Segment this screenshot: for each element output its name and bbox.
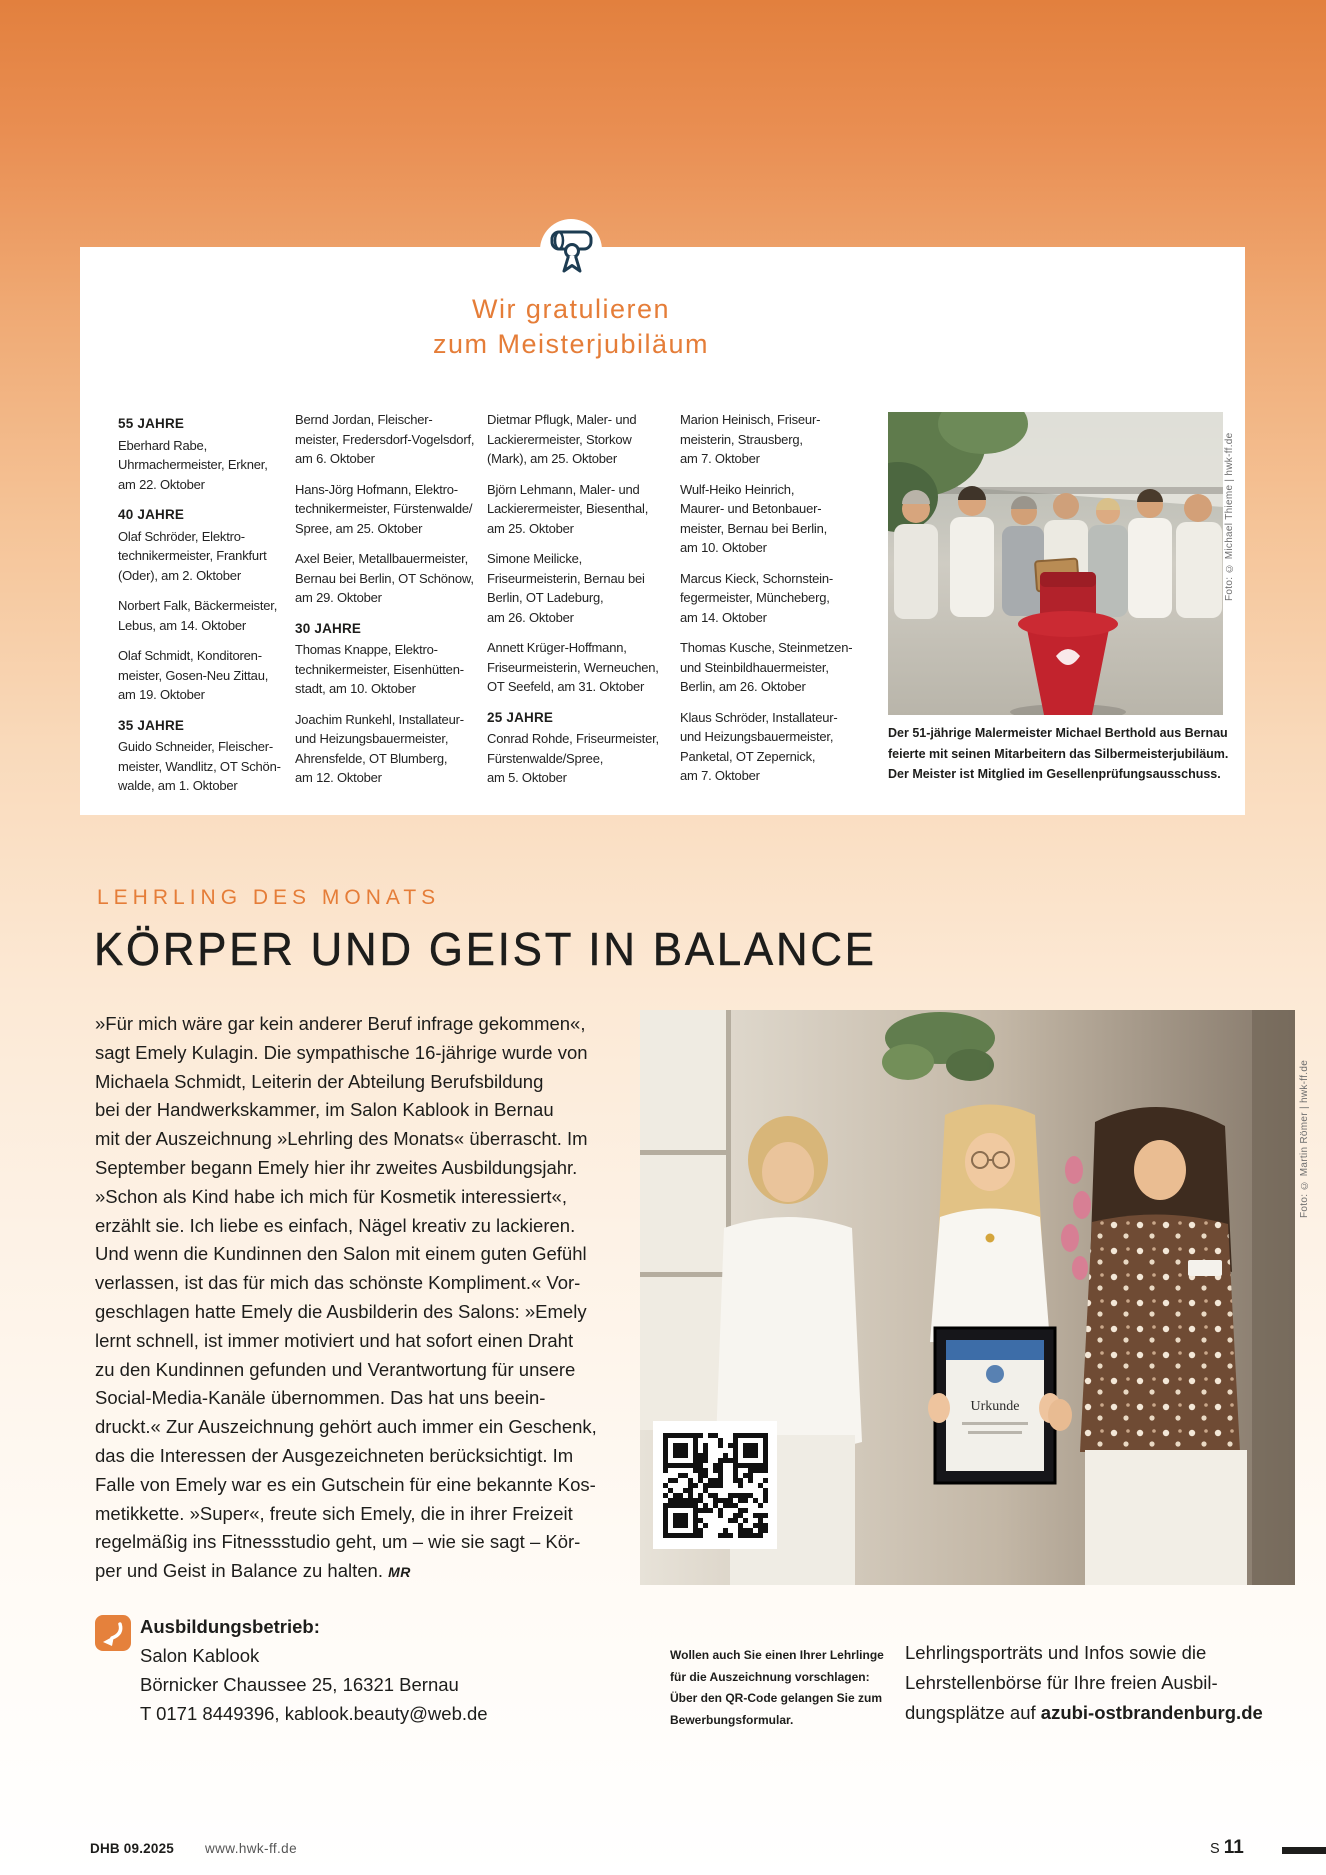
jubilee-photo-caption: Der 51-jährige Malermeister Michael Berthold aus Bernau feierte mit seinen Mitarbeitern das Silbermeisterjubiläum. Der Meister ist Mitglied im Gesellenprüfungsausschuss. <box>888 726 1229 781</box>
jubilee-column-1 <box>118 410 281 807</box>
jubilee-entry: Axel Beier, Metallbauermeister, Bernau bei Berlin, OT Schönow, am 29. Oktober <box>295 551 474 605</box>
lehrling-photo-credit: Foto: © Martin Römer | hwk-ff.de <box>1299 1059 1310 1219</box>
jubilee-entry: Olaf Schröder, Elektro- technikermeister, Frankfurt (Oder), am 2. Oktober <box>118 528 267 583</box>
article-kicker: LEHRLING DES MONATS <box>97 886 441 909</box>
certificate-label: Urkunde <box>970 1399 1020 1414</box>
jubilee-photo <box>888 412 1223 715</box>
jubilee-entry: Norbert Falk, Bäckermeister, Lebus, am 14. Oktober <box>118 598 278 633</box>
jubilee-entry: Guido Schneider, Fleischer- meister, Wandlitz, OT Schön- walde, am 1. Oktober <box>118 739 281 793</box>
jubilee-columns <box>118 410 888 810</box>
jubilee-entry: Annett Krüger-Hoffmann, Friseurmeisterin, Werneuchen, OT Seefeld, am 31. Oktober <box>487 640 659 694</box>
jubilee-entry: Marion Heinisch, Friseur- meisterin, Strausberg, am 7. Oktober <box>680 412 821 466</box>
article-body: »Für mich wäre gar kein anderer Beruf infrage gekommen«, sagt Emely Kulagin. Die sympathische 16-jährige wurde von Michaela Schmidt, Leiterin der Abteilung Berufsbildung bei der Handwerkskammer, im Salon Kablook in Bernau mit der Auszeichnung »Lehrling des Monats« überrascht. Im September begann Emely hier ihr zweites Ausbildungsjahr. »Schon als Kind habe ich mich für Kosmetik interessiert«, erzählt sie. Ich liebe es einfach, Nägel kreativ zu lackieren. Und wenn die Kundinnen den Salon mit einem guten Gefühl verlassen, ist das für mich das schönste Kompliment.« Vor- geschlagen hatte Emely die Ausbilderin des Salons: »Emely lernt schnell, ist immer motiviert und hat sofort einen Draht zu den Kundinnen gefunden und Verantwortung für unsere Social-Media-Kanäle übernommen. Das hat uns beein- druckt.« Zur Auszeichnung gehört auch immer ein Geschenk, das die Interessen der Ausgezeichneten berücksichtigt. Im Falle von Emely war es ein Gutschein für eine bekannte Kos- metikkette. »Super«, freute sich Emely, die in ihrer Freizeit regelmäßig ins Fitnessstudio geht, um – wie sie sagt – Kör- per und Geist in Balance zu halten. MR <box>95 1013 597 1582</box>
jubilee-title-line2: zum Meisterjubiläum <box>432 329 710 359</box>
qr-code[interactable] <box>653 1421 777 1549</box>
training-company-label: Ausbildungsbetrieb: <box>140 1616 320 1637</box>
jubilee-entry: Björn Lehmann, Maler- und Lackierermeister, Biesenthal, am 25. Oktober <box>487 481 649 536</box>
footer-url[interactable]: www.hwk-ff.de <box>205 1841 297 1856</box>
jubilee-entry: Wulf-Heiko Heinrich, Maurer- und Betonbauer- meister, Bernau bei Berlin, am 10. Oktober <box>680 481 828 555</box>
jubilee-entry: Olaf Schmidt, Konditoren- meister, Gosen-Neu Zittau, am 19. Oktober <box>118 648 269 702</box>
footer-issue: DHB 09.2025 <box>90 1841 174 1856</box>
jubilee-column-2 <box>295 410 474 799</box>
portal-text: Lehrlingsporträts und Infos sowie die Lehrstellenbörse für Ihre freien Ausbil- dungsplätze auf azubi-ostbrandenburg.de <box>905 1642 1263 1723</box>
qr-caption: Wollen auch Sie einen Ihrer Lehrlinge für die Auszeichnung vorschlagen: Über den QR-Code gelangen Sie zum Bewerbungsformular. <box>670 1648 884 1727</box>
jubilee-entry: Simone Meilicke, Friseurmeisterin, Bernau bei Berlin, OT Ladeburg, am 26. Oktober <box>487 551 645 625</box>
jubilee-years-heading: 25 JAHRE <box>487 709 554 725</box>
footer-page-number <box>1210 1837 1244 1859</box>
jubilee-entry: Eberhard Rabe, Uhrmachermeister, Erkner, am 22. Oktober <box>118 437 268 492</box>
jubilee-entry: Conrad Rohde, Friseurmeister, Fürstenwalde/Spree, am 5. Oktober <box>487 731 659 785</box>
jubilee-entry: Klaus Schröder, Installateur- und Heizungsbauermeister, Panketal, OT Zepernick, am 7. Oktober <box>680 709 838 783</box>
jubilee-column-3 <box>487 410 659 799</box>
jubilee-title <box>433 292 709 362</box>
jubilee-column-4 <box>680 410 852 797</box>
jubilee-photo-credit: Foto: © Michael Thieme | hwk-ff.de <box>1224 432 1235 602</box>
jubilee-years-heading: 30 JAHRE <box>295 620 362 636</box>
jubilee-entry: Thomas Kusche, Steinmetzen- und Steinbildhauermeister, Berlin, am 26. Oktober <box>680 640 853 694</box>
jubilee-entry: Hans-Jörg Hofmann, Elektro- technikermeister, Fürstenwalde/ Spree, am 25. Oktober <box>295 481 473 536</box>
jubilee-entry: Thomas Knappe, Elektro- technikermeister, Eisenhütten- stadt, am 10. Oktober <box>295 642 464 696</box>
article-headline: KÖRPER UND GEIST IN BALANCE <box>94 923 877 975</box>
training-company-details[interactable]: Salon Kablook Börnicker Chaussee 25, 16321 Bernau T 0171 8449396, kablook.beauty@web.de <box>140 1645 488 1724</box>
jubilee-entry: Marcus Kieck, Schornstein- fegermeister, Müncheberg, am 14. Oktober <box>680 570 834 625</box>
share-arrow-icon <box>95 1615 131 1656</box>
jubilee-years-heading: 40 JAHRE <box>118 507 185 522</box>
jubilee-entry: Dietmar Pflugk, Maler- und Lackierermeister, Storkow (Mark), am 25. Oktober <box>487 412 637 466</box>
jubilee-years-heading: 35 JAHRE <box>118 717 185 733</box>
jubilee-years-heading: 55 JAHRE <box>118 416 185 431</box>
jubilee-entry: Joachim Runkehl, Installateur- und Heizungsbauermeister, Ahrensfelde, OT Blumberg, am 12. Oktober <box>295 711 464 785</box>
portal-link[interactable]: azubi-ostbrandenburg.de <box>1040 1702 1263 1723</box>
jubilee-title-line1: Wir gratulieren <box>471 294 671 324</box>
diploma-icon <box>547 224 595 285</box>
footer-page-label: S <box>1210 1841 1220 1857</box>
jubilee-entry: Bernd Jordan, Fleischer- meister, Fredersdorf-Vogelsdorf, am 6. Oktober <box>295 412 475 466</box>
training-company <box>140 1612 488 1728</box>
footer-dash <box>1282 1847 1326 1854</box>
author-initials: MR <box>388 1564 411 1581</box>
footer-page-num: 11 <box>1223 1837 1244 1858</box>
